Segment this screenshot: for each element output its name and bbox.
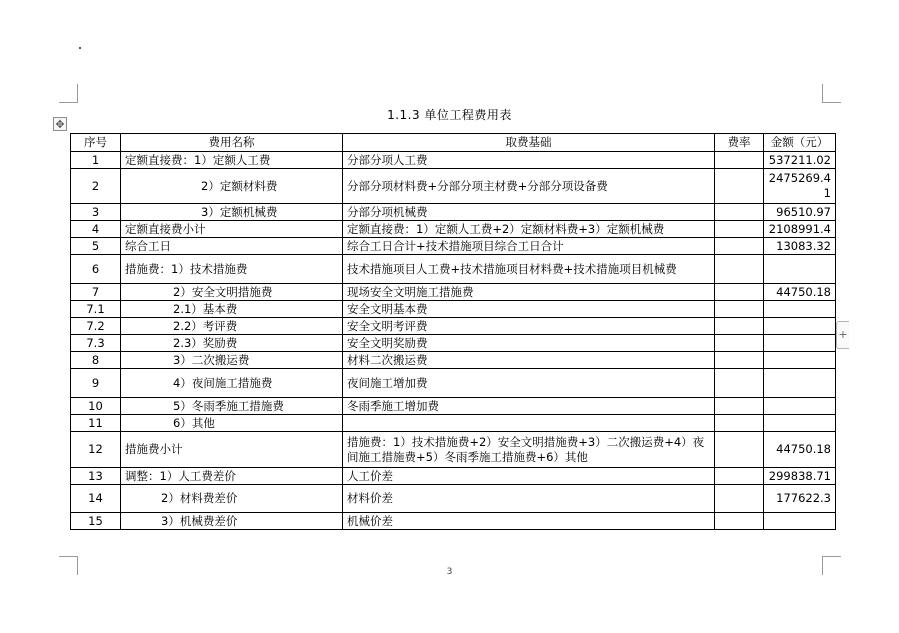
cell-base: 机械价差 bbox=[343, 513, 715, 530]
crop-mark-top-right bbox=[822, 84, 841, 103]
cell-no: 7.1 bbox=[71, 301, 121, 318]
table-row bbox=[71, 152, 836, 169]
cell-base bbox=[343, 415, 715, 432]
cell-name: 2）定额材料费 bbox=[121, 169, 343, 204]
cell-name: 3）定额机械费 bbox=[121, 204, 343, 221]
cell-rate bbox=[715, 152, 764, 169]
cell-no: 9 bbox=[71, 369, 121, 398]
cell-no: 11 bbox=[71, 415, 121, 432]
cell-amount bbox=[764, 369, 836, 398]
cell-amount bbox=[764, 415, 836, 432]
cell-no: 6 bbox=[71, 255, 121, 284]
cell-amount: 299838.71 bbox=[764, 468, 836, 485]
cell-base: 措施费：1）技术措施费+2）安全文明措施费+3）二次搬运费+4）夜间施工措施费+5）冬雨季施工措施费+6）其他 bbox=[343, 432, 715, 468]
cell-base: 安全文明基本费 bbox=[343, 301, 715, 318]
cell-amount: 44750.18 bbox=[764, 432, 836, 468]
cell-base: 材料价差 bbox=[343, 485, 715, 513]
cell-name: 定额直接费小计 bbox=[121, 221, 343, 238]
cell-base: 冬雨季施工增加费 bbox=[343, 398, 715, 415]
cell-base: 分部分项机械费 bbox=[343, 204, 715, 221]
cell-name: 3）二次搬运费 bbox=[121, 352, 343, 369]
cell-name: 定额直接费：1）定额人工费 bbox=[121, 152, 343, 169]
cell-base: 定额直接费：1）定额人工费+2）定额材料费+3）定额机械费 bbox=[343, 221, 715, 238]
cell-rate bbox=[715, 284, 764, 301]
table-header-row bbox=[71, 134, 836, 152]
table-row bbox=[71, 398, 836, 415]
header-no: 序号 bbox=[71, 134, 121, 152]
cell-name: 5）冬雨季施工措施费 bbox=[121, 398, 343, 415]
cell-amount bbox=[764, 398, 836, 415]
cell-name: 调整：1）人工费差价 bbox=[121, 468, 343, 485]
header-base: 取费基础 bbox=[343, 134, 715, 152]
cell-no: 15 bbox=[71, 513, 121, 530]
table-row bbox=[71, 238, 836, 255]
cell-amount bbox=[764, 335, 836, 352]
cell-rate bbox=[715, 369, 764, 398]
cell-rate bbox=[715, 468, 764, 485]
cell-name: 措施费：1）技术措施费 bbox=[121, 255, 343, 284]
cell-rate bbox=[715, 204, 764, 221]
cell-no: 12 bbox=[71, 432, 121, 468]
cell-rate bbox=[715, 415, 764, 432]
table-row bbox=[71, 485, 836, 513]
cell-name: 2）安全文明措施费 bbox=[121, 284, 343, 301]
cell-rate bbox=[715, 335, 764, 352]
fee-table bbox=[70, 133, 836, 530]
cell-rate bbox=[715, 485, 764, 513]
cell-rate bbox=[715, 318, 764, 335]
cell-name: 2.2）考评费 bbox=[121, 318, 343, 335]
cell-amount bbox=[764, 255, 836, 284]
cell-name: 2.3）奖励费 bbox=[121, 335, 343, 352]
cell-amount bbox=[764, 513, 836, 530]
header-name: 费用名称 bbox=[121, 134, 343, 152]
cell-name: 3）机械费差价 bbox=[121, 513, 343, 530]
table-row bbox=[71, 369, 836, 398]
cell-amount: 2475269.41 bbox=[764, 169, 836, 204]
page-mark bbox=[79, 47, 81, 49]
cell-no: 2 bbox=[71, 169, 121, 204]
table-row bbox=[71, 204, 836, 221]
table-row bbox=[71, 468, 836, 485]
cell-base: 材料二次搬运费 bbox=[343, 352, 715, 369]
cell-amount bbox=[764, 352, 836, 369]
table-row bbox=[71, 352, 836, 369]
cell-name: 措施费小计 bbox=[121, 432, 343, 468]
crop-mark-top-left bbox=[59, 84, 78, 103]
cell-base: 现场安全文明施工措施费 bbox=[343, 284, 715, 301]
cell-rate bbox=[715, 398, 764, 415]
cell-rate bbox=[715, 221, 764, 238]
cell-rate bbox=[715, 255, 764, 284]
cell-no: 1 bbox=[71, 152, 121, 169]
cell-no: 13 bbox=[71, 468, 121, 485]
table-row bbox=[71, 284, 836, 301]
cell-base: 技术措施项目人工费+技术措施项目材料费+技术措施项目机械费 bbox=[343, 255, 715, 284]
cell-name: 2）材料费差价 bbox=[121, 485, 343, 513]
header-rate: 费率 bbox=[715, 134, 764, 152]
table-row bbox=[71, 255, 836, 284]
cell-amount bbox=[764, 318, 836, 335]
table-row bbox=[71, 221, 836, 238]
cell-base: 分部分项材料费+分部分项主材费+分部分项设备费 bbox=[343, 169, 715, 204]
table-row bbox=[71, 513, 836, 530]
cell-name: 2.1）基本费 bbox=[121, 301, 343, 318]
cell-amount: 13083.32 bbox=[764, 238, 836, 255]
cell-no: 14 bbox=[71, 485, 121, 513]
cell-no: 3 bbox=[71, 204, 121, 221]
cell-name: 综合工日 bbox=[121, 238, 343, 255]
cell-base: 人工价差 bbox=[343, 468, 715, 485]
table-row bbox=[71, 301, 836, 318]
cell-amount: 177622.3 bbox=[764, 485, 836, 513]
cell-no: 7.2 bbox=[71, 318, 121, 335]
cell-base: 综合工日合计+技术措施项目综合工日合计 bbox=[343, 238, 715, 255]
cell-rate bbox=[715, 238, 764, 255]
cell-no: 10 bbox=[71, 398, 121, 415]
table-move-handle-icon[interactable]: ✥ bbox=[53, 117, 67, 131]
cell-amount: 44750.18 bbox=[764, 284, 836, 301]
cell-rate bbox=[715, 513, 764, 530]
table-row bbox=[71, 335, 836, 352]
table-title: 1.1.3 单位工程费用表 bbox=[387, 108, 512, 122]
cell-name: 6）其他 bbox=[121, 415, 343, 432]
cell-no: 7.3 bbox=[71, 335, 121, 352]
cell-no: 5 bbox=[71, 238, 121, 255]
table-row bbox=[71, 318, 836, 335]
cell-rate bbox=[715, 352, 764, 369]
cell-amount: 2108991.4 bbox=[764, 221, 836, 238]
side-panel-expand-icon[interactable]: + bbox=[836, 321, 849, 349]
cell-amount: 96510.97 bbox=[764, 204, 836, 221]
table-row bbox=[71, 432, 836, 468]
cell-no: 8 bbox=[71, 352, 121, 369]
cell-rate bbox=[715, 432, 764, 468]
cell-base: 安全文明奖励费 bbox=[343, 335, 715, 352]
cell-base: 夜间施工增加费 bbox=[343, 369, 715, 398]
table-row bbox=[71, 169, 836, 204]
cell-amount bbox=[764, 301, 836, 318]
page-number: 3 bbox=[446, 567, 453, 577]
header-amount: 金额（元） bbox=[764, 134, 836, 152]
cell-base: 安全文明考评费 bbox=[343, 318, 715, 335]
table-row bbox=[71, 415, 836, 432]
cell-base: 分部分项人工费 bbox=[343, 152, 715, 169]
cell-rate bbox=[715, 169, 764, 204]
cell-amount: 537211.02 bbox=[764, 152, 836, 169]
cell-name: 4）夜间施工措施费 bbox=[121, 369, 343, 398]
cell-no: 7 bbox=[71, 284, 121, 301]
cell-no: 4 bbox=[71, 221, 121, 238]
cell-rate bbox=[715, 301, 764, 318]
